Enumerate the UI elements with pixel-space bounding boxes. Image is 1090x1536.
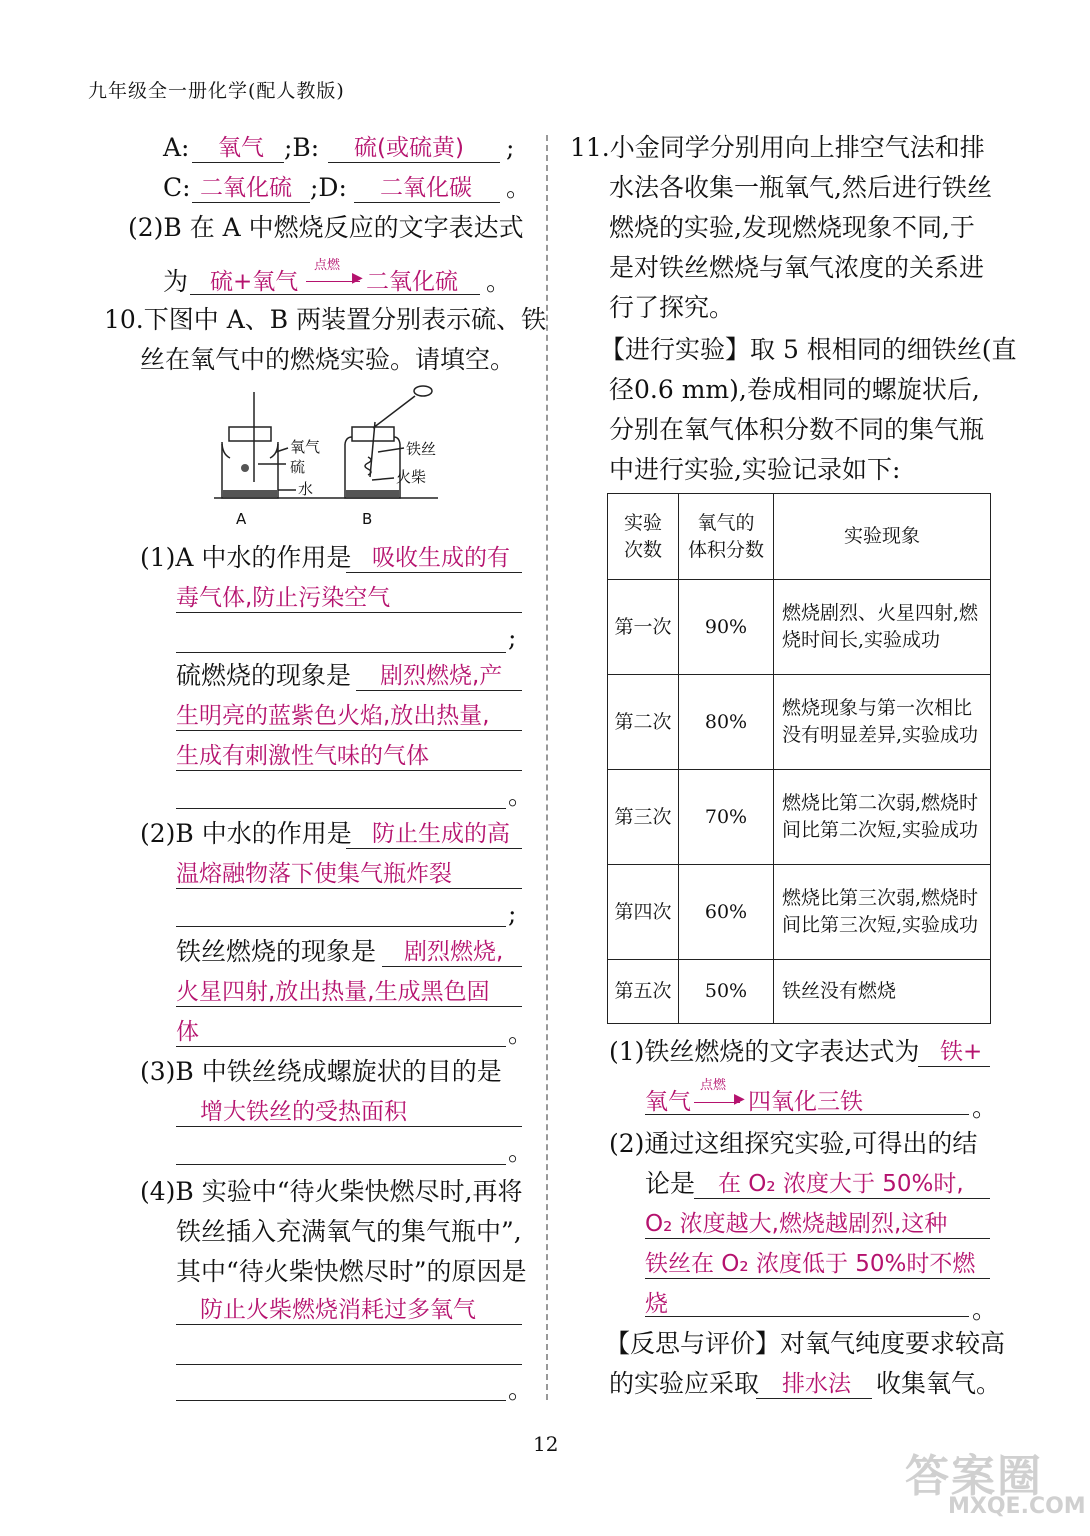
q11-p2-ans1: 在 O₂ 浓度大于 50%时, [718,1171,964,1197]
q9-p2-condition: 点燃 [314,258,341,273]
observation-cell: 燃烧比第二次弱,燃烧时间比第二次短,实验成功 [774,770,991,865]
q11-p1-ans2-right: 四氧化三铁 [748,1089,863,1115]
q11-line2: 水法各收集一瓶氧气,然后进行铁丝 [609,173,992,202]
q10-p4-blank2 [176,1364,522,1365]
table-header-row [608,494,991,580]
q11-line3: 燃烧的实验,发现燃烧现象不同,于 [609,213,975,242]
trial-cell: 第三次 [608,770,679,865]
sulfur-flame [241,464,249,472]
label-oxygen: 氧气 [290,438,321,456]
q9-a-answer: 氧气 [218,135,264,161]
table-row [608,580,991,675]
q10-p2-phen3: 体 [176,1019,199,1045]
q11-p1-condition: 点燃 [700,1078,727,1093]
q10-p2-semi: ; [508,899,517,928]
q11-exp3: 分别在氧气体积分数不同的集气瓶 [609,415,985,444]
q10-p3-text: (3)B 中铁丝绕成螺旋状的目的是 [140,1057,502,1086]
trial-cell: 第五次 [608,960,679,1024]
q11-p1-ans1: 铁+ [940,1039,983,1065]
q9-p2-text: (2)B 在 A 中燃烧反应的文字表达式 [128,213,524,242]
q11-reflection-line2b: 收集氧气。 [876,1369,1002,1398]
header-percent: 氧气的 体积分数 [679,494,774,580]
q10-p1-ans1: 吸收生成的有 [372,545,510,571]
q9-semicolon: ; [506,133,515,162]
percent-cell: 60% [679,865,774,960]
label-iron-wire: 铁丝 [406,440,437,458]
q9-d-answer: 二氧化碳 [380,175,472,201]
q10-p4-line1: (4)B 实验中“待火柴快燃尽时,再将 [140,1177,523,1206]
arrow-head-icon: ▶ [734,1091,745,1107]
label-water: 水 [298,480,314,498]
q10-p2-phen-label: 铁丝燃烧的现象是 [176,937,377,966]
q10-p3-blank2 [176,1164,506,1165]
trial-cell: 第四次 [608,865,679,960]
q10-p4-end: 。 [508,1375,534,1404]
water-b [346,490,399,497]
label-a: A [236,510,247,528]
header-observation: 实验现象 [774,494,991,580]
q10-p4-line3: 其中“待火柴快燃尽时”的原因是 [176,1257,527,1286]
q11-p2-line1: (2)通过这组探究实验,可得出的结 [609,1129,978,1158]
q10-p2-blank3 [176,926,506,927]
observation-cell: 燃烧比第三次弱,燃烧时间比第三次短,实验成功 [774,865,991,960]
q9-p2-wei: 为 [163,267,189,296]
page-number: 12 [533,1432,559,1456]
percent-cell: 50% [679,960,774,1024]
q10-p4-ans: 防止火柴燃烧消耗过多氧气 [200,1297,476,1323]
iron-wire [370,422,375,477]
q11-p1-text: (1)铁丝燃烧的文字表达式为 [609,1037,920,1066]
experiment-table [607,493,991,1024]
table-row [608,865,991,960]
q11-p2-ans2: O₂ 浓度越大,燃烧越剧烈,这种 [645,1211,948,1237]
q9-b-label: ;B: [284,133,320,162]
q11-p2-blank4 [645,1316,969,1317]
q11-p2-ans3: 铁丝在 O₂ 浓度低于 50%时不燃 [645,1251,976,1277]
table-row [608,960,991,1024]
header-trial: 实验 次数 [608,494,679,580]
q11-p1-ans2-left: 氧气 [645,1089,691,1115]
q9-p2-ans-right: 二氧化硫 [366,269,458,295]
label-match: 火柴 [396,468,427,486]
q10-p2-ans1: 防止生成的高 [372,821,510,847]
q9-p2-end: 。 [486,267,512,296]
q11-p2-lun: 论是 [645,1169,696,1198]
percent-cell: 80% [679,675,774,770]
arrow-head-icon: ▶ [352,270,363,286]
bottle-a-body [222,444,278,498]
q10-p2-end: 。 [508,1019,534,1048]
label-b: B [362,510,373,528]
q11-p2-ans4: 烧 [645,1291,668,1317]
q10-p1-phen-blank4 [176,808,506,809]
q9-d-label: ;D: [310,173,347,202]
tongs [373,396,415,428]
percent-cell: 70% [679,770,774,865]
bottle-a-shoulder [222,442,278,458]
q10-p1-blank3 [176,652,506,653]
q11-line5: 行了探究。 [609,293,735,322]
water-a [223,490,277,497]
q10-p3-ans: 增大铁丝的受热面积 [200,1099,407,1125]
q10-p1-text: (1)A 中水的作用是 [140,543,352,572]
q10-p2-ans2: 温熔融物落下使集气瓶炸裂 [176,861,452,887]
q10-p1-phen1: 剧烈燃烧,产 [380,663,503,689]
tongs-handle [414,386,432,396]
q10-p1-ans2: 毒气体,防止污染空气 [176,585,391,611]
watermark-logo: 答案圈 [905,1451,1043,1502]
q10-p4-blank3 [176,1400,506,1401]
q11-exp2: 径0.6 mm),卷成相同的螺旋状后, [609,375,980,404]
apparatus-figure [210,382,450,532]
q11-line1: 11.小金同学分别用向上排空气法和排 [570,133,985,162]
table-row [608,675,991,770]
trial-cell: 第二次 [608,675,679,770]
observation-cell: 铁丝没有燃烧 [774,960,991,1024]
trial-cell: 第一次 [608,580,679,675]
q11-reflection-line2a: 的实验应采取 [609,1369,760,1398]
q10-p2-phen2: 火星四射,放出热量,生成黑色固 [176,979,490,1005]
q9-b-answer: 硫(或硫黄) [354,135,464,161]
q10-p1-phen3: 生成有刺激性气味的气体 [176,743,429,769]
observation-cell: 燃烧现象与第一次相比没有明显差异,实验成功 [774,675,991,770]
q9-p2-ans-left: 硫+氧气 [210,269,299,295]
bottle-a-neck [229,427,271,441]
q11-reflection-line1: 【反思与评价】对氧气纯度要求较高 [605,1329,1006,1358]
q9-c-label: C: [163,173,191,202]
q9-end: 。 [506,173,532,202]
watermark-url: MXQE.COM [948,1494,1086,1519]
column-divider [546,135,548,1400]
q9-c-answer: 二氧化硫 [200,175,292,201]
label-sulfur: 硫 [290,458,306,476]
q11-exp1: 【进行实验】取 5 根相同的细铁丝(直 [600,335,1017,364]
q10-p1-phen-label: 硫燃烧的现象是 [176,661,352,690]
q10-p2-phen-blank3 [176,1046,506,1047]
q10-p1-phen2: 生明亮的蓝紫色火焰,放出热量, [176,703,490,729]
percent-cell: 90% [679,580,774,675]
observation-cell: 燃烧剧烈、火星四射,燃烧时间长,实验成功 [774,580,991,675]
table-row [608,770,991,865]
q10-p2-phen1: 剧烈燃烧, [404,939,504,965]
q10-line2: 丝在氧气中的燃烧实验。请填空。 [140,345,516,374]
q10-p3-end: 。 [508,1137,534,1166]
q11-reflection-ans: 排水法 [782,1371,851,1397]
q11-line4: 是对铁丝燃烧与氧气浓度的关系进 [609,253,985,282]
q11-exp4: 中进行实验,实验记录如下: [609,455,901,484]
q10-p4-line2: 铁丝插入充满氧气的集气瓶中”, [176,1217,522,1246]
q9-a-label: A: [163,133,190,162]
q10-p2-text: (2)B 中水的作用是 [140,819,352,848]
q10-p1-semi: ; [508,623,517,652]
page-header: 九年级全一册化学(配人教版) [88,80,345,102]
q11-p2-end: 。 [972,1295,998,1324]
q10-line1: 10.下图中 A、B 两装置分别表示硫、铁 [104,305,547,334]
q10-p1-end: 。 [508,781,534,810]
q11-p1-end: 。 [972,1093,998,1122]
